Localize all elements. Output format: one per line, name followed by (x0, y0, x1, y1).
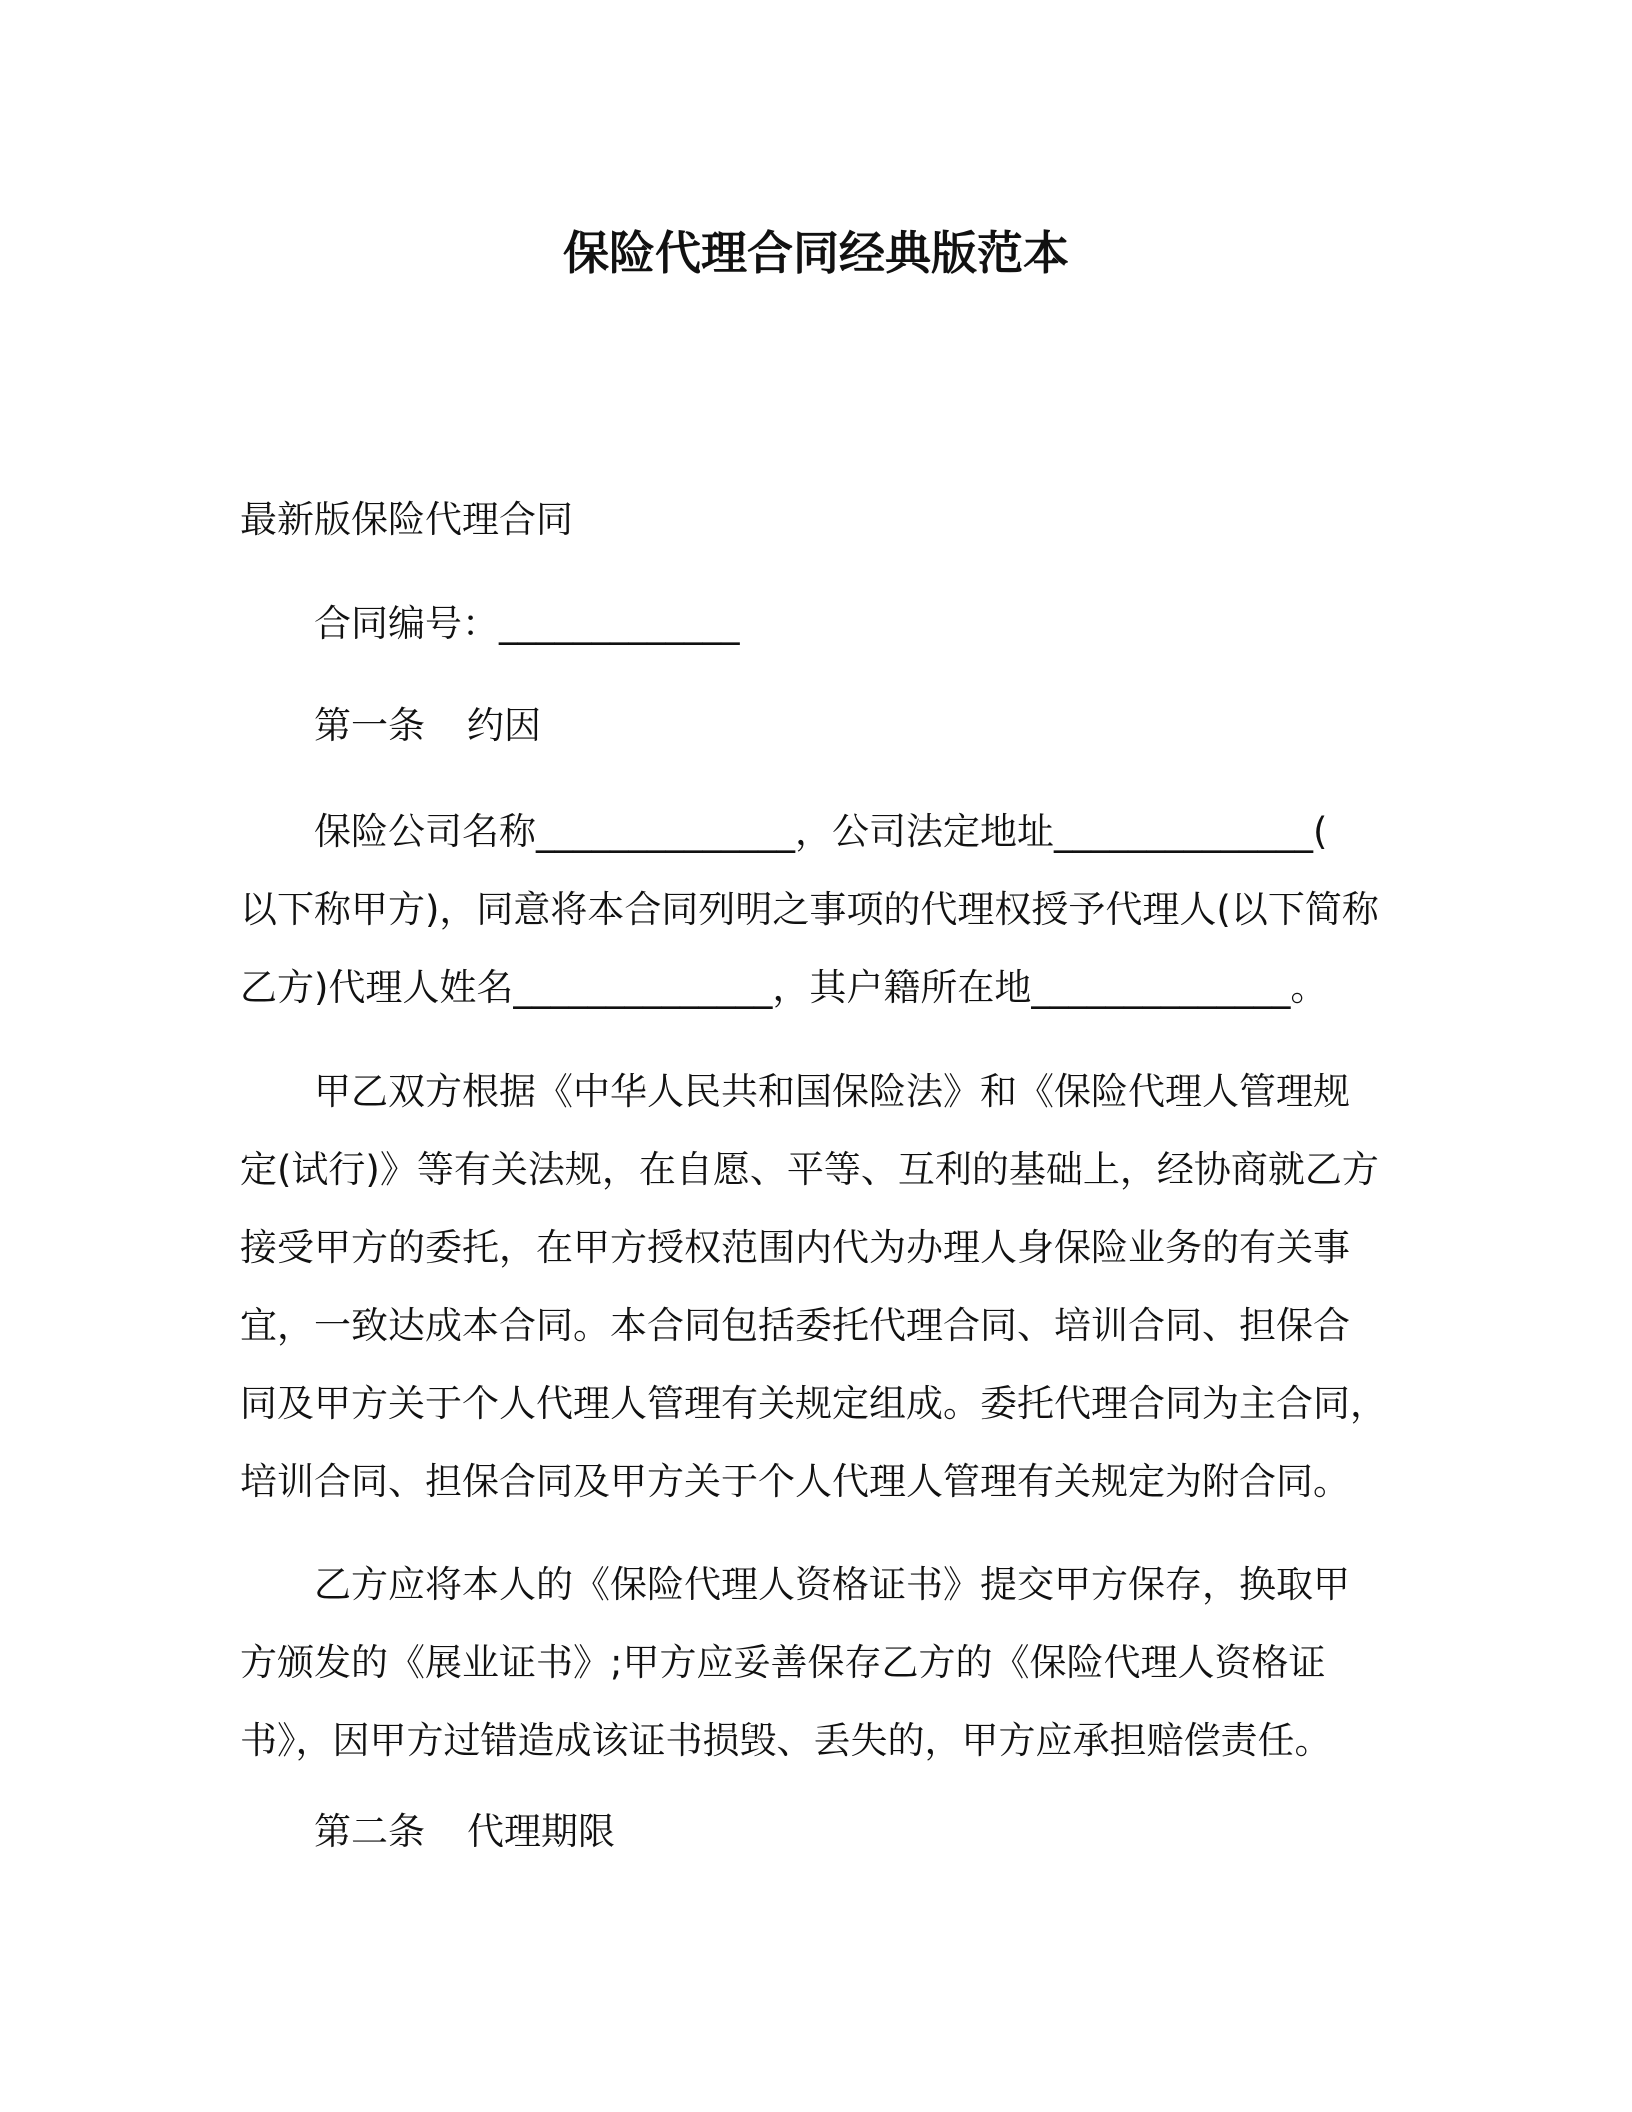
paragraph-line: 方颁发的《展业证书》;甲方应妥善保存乙方的《保险代理人资格证 (240, 1641, 1326, 1684)
document-title: 保险代理合同经典版范本 (563, 226, 1069, 280)
article-1-title: 约因 (467, 704, 541, 747)
paragraph-line: 定(试行)》等有关法规，在自愿、平等、互利的基础上，经协商就乙方 (240, 1148, 1379, 1191)
paragraph-basis (240, 1053, 1400, 1521)
article-1-heading (240, 700, 1474, 752)
paragraph-line: 保险公司名称______________，公司法定地址______________( (314, 810, 1328, 853)
paragraph-line: 甲乙双方根据《中华人民共和国保险法》和《保险代理人管理规 (314, 1070, 1350, 1113)
paragraph-parties (240, 793, 1400, 1027)
contract-number-line: 合同编号：_____________ (314, 602, 740, 645)
document-subtitle: 最新版保险代理合同 (240, 498, 573, 541)
article-2-number: 第二条 (314, 1810, 425, 1853)
paragraph-line: 乙方应将本人的《保险代理人资格证书》提交甲方保存，换取甲 (314, 1563, 1350, 1606)
paragraph-line: 书》，因甲方过错造成该证书损毁、丢失的，甲方应承担赔偿责任。 (240, 1719, 1332, 1762)
paragraph-line: 培训合同、担保合同及甲方关于个人代理人管理有关规定为附合同。 (240, 1460, 1350, 1503)
paragraph-line: 宜，一致达成本合同。本合同包括委托代理合同、培训合同、担保合 (240, 1304, 1350, 1347)
paragraph-line: 乙方)代理人姓名______________，其户籍所在地______________。 (240, 966, 1328, 1009)
paragraph-line: 以下称甲方)，同意将本合同列明之事项的代理权授予代理人(以下简称 (240, 888, 1379, 931)
article-2-title: 代理期限 (467, 1810, 615, 1853)
paragraph-line: 同及甲方关于个人代理人管理有关规定组成。委托代理合同为主合同， (240, 1382, 1387, 1425)
article-1-number: 第一条 (314, 704, 425, 747)
paragraph-line: 接受甲方的委托，在甲方授权范围内代为办理人身保险业务的有关事 (240, 1226, 1350, 1269)
paragraph-certificate (240, 1546, 1400, 1780)
article-2-heading (240, 1806, 1474, 1858)
